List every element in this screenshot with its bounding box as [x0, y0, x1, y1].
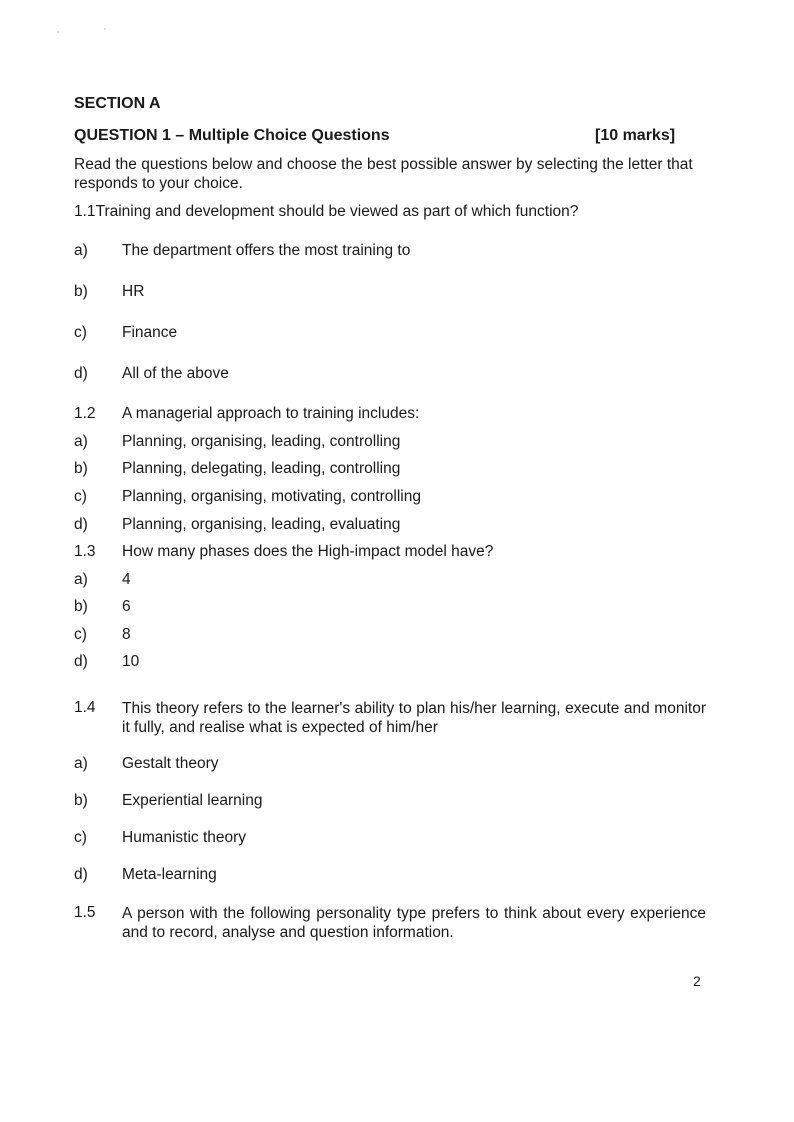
question-text: Training and development should be viewed as part of which function?: [95, 203, 579, 220]
option-text: 6: [122, 598, 131, 615]
option-letter: a): [74, 242, 88, 259]
option-text: 4: [122, 571, 131, 588]
question-number: 1.2: [74, 405, 96, 422]
option-letter: a): [74, 571, 88, 588]
question-heading-marks: [10 marks]: [595, 127, 676, 144]
question-number: 1.1: [74, 203, 96, 220]
option-letter: d): [74, 653, 88, 670]
question-number: 1.5: [74, 904, 96, 921]
option-text: Experiential learning: [122, 792, 263, 809]
option-letter: c): [74, 829, 87, 846]
option-letter: a): [74, 433, 88, 450]
option-text: Planning, organising, leading, controlling: [122, 433, 401, 450]
question-text: How many phases does the High-impact model have?: [122, 543, 494, 560]
scan-speck: [57, 31, 59, 33]
option-letter: d): [74, 866, 88, 883]
option-letter: d): [74, 365, 88, 382]
scan-speck: [104, 28, 106, 30]
option-letter: d): [74, 516, 88, 533]
instructions: Read the questions below and choose the best possible answer by selecting the letter that responds to your choice.: [74, 156, 693, 192]
option-letter: c): [74, 488, 87, 505]
question-stem: [74, 203, 578, 221]
question-text: A managerial approach to training includes:: [122, 405, 420, 422]
option-text: Humanistic theory: [122, 829, 247, 846]
page-number: 2: [693, 973, 701, 989]
option-letter: b): [74, 283, 88, 300]
option-text: Finance: [122, 324, 178, 341]
question-heading-title: QUESTION 1 – Multiple Choice Questions: [74, 127, 390, 144]
option-text: 10: [122, 653, 140, 670]
option-text: The department offers the most training to: [122, 242, 411, 259]
option-text: All of the above: [122, 365, 229, 382]
option-letter: b): [74, 792, 88, 809]
question-text: A person with the following personality type prefers to think about every experience and to record, analyse and question information.: [122, 905, 706, 941]
option-letter: b): [74, 460, 88, 477]
option-letter: c): [74, 324, 87, 341]
question-number: 1.3: [74, 543, 96, 560]
option-text: 8: [122, 626, 131, 643]
option-text: Planning, organising, motivating, controlling: [122, 488, 421, 505]
option-text: Meta-learning: [122, 866, 217, 883]
option-text: Planning, delegating, leading, controlling: [122, 460, 401, 477]
option-letter: a): [74, 755, 88, 772]
option-letter: c): [74, 626, 87, 643]
question-number: 1.4: [74, 699, 96, 716]
option-text: HR: [122, 283, 145, 300]
option-text: Planning, organising, leading, evaluating: [122, 516, 401, 533]
section-title: SECTION A: [74, 95, 161, 112]
option-letter: b): [74, 598, 88, 615]
question-text: This theory refers to the learner's ability to plan his/her learning, execute and monitor it fully, and realise what is expected of him/her: [122, 700, 706, 736]
option-text: Gestalt theory: [122, 755, 219, 772]
